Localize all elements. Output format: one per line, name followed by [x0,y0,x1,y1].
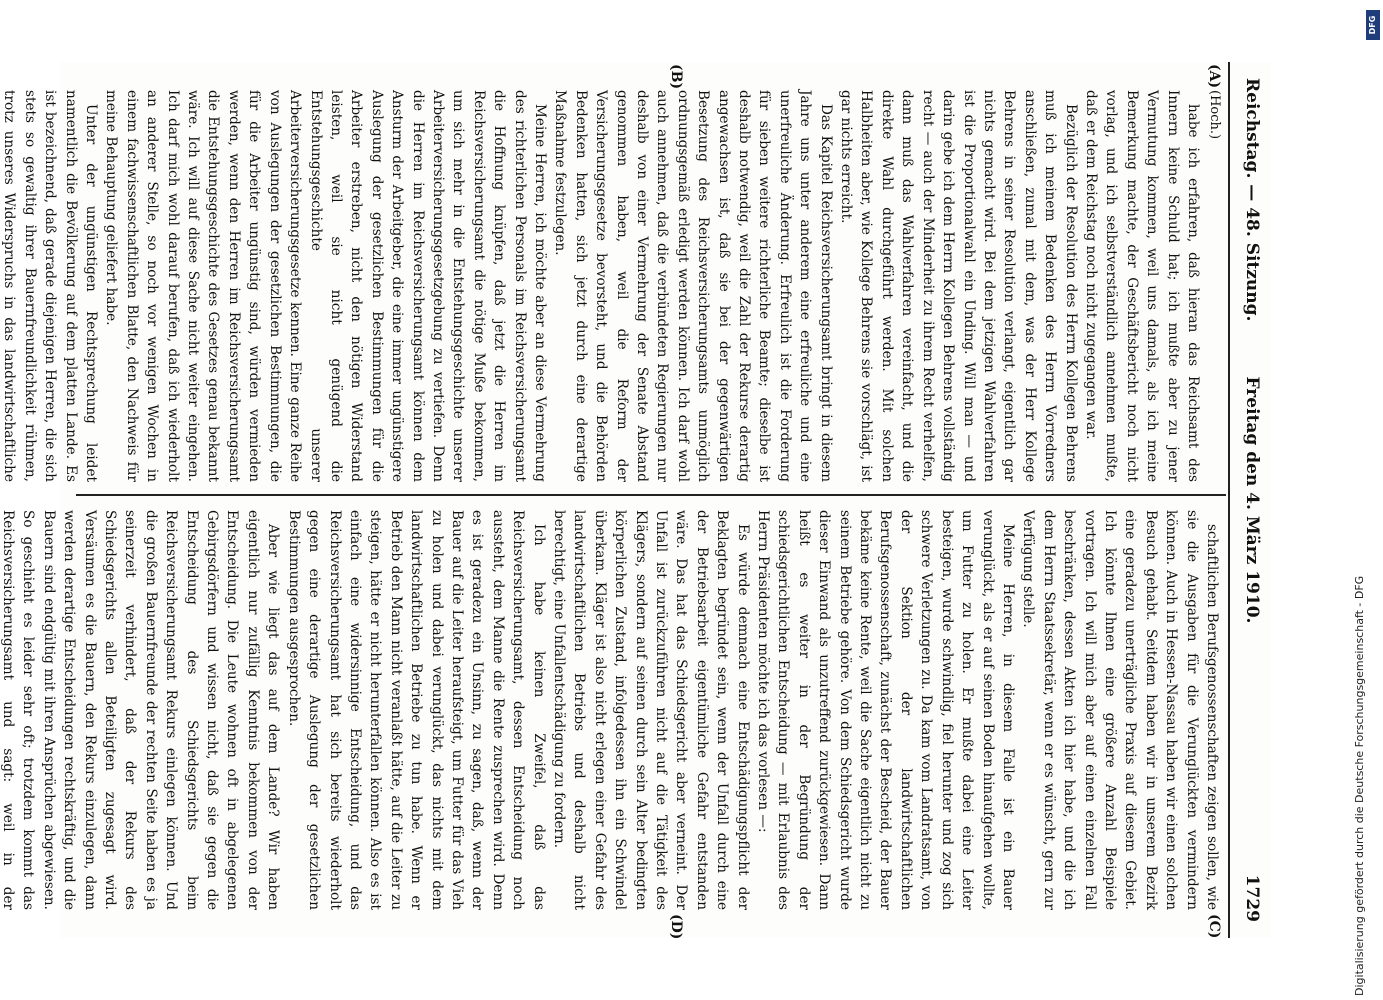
page-header [1228,62,1270,938]
digitization-credit [1346,10,1376,996]
dfg-logo [1366,10,1380,40]
left-text-column [1,90,1222,482]
paragraph: Meine Herren, ich möchte aber an diese Vermehrung des richterlichen Personals im Reichsversicherungsamt die Hoffnung knüpfen, daß jetzt die Herren im Reichsversicherungsamt die nötige Muße bekommen, um sich mehr in die Entstehungsgeschichte unserer Arbeiterversicherungsgesetzgebung zu vertiefen. Denn die Herren im Reichsversicherungsamt können dem Ansturm der Arbeitgeber, die eine immer ungünstigere Auslegung der gesetzlichen Bestimmungen für die Arbeiter erstreben, nicht den nötigen Widerstand leisten, weil sie nicht genügend die Entstehungsgeschichte unserer Arbeiterversicherungsgesetze kennen. Eine ganze Reihe von Auslegungen der gesetzlichen Bestimmungen, die für die Arbeiter ungünstig sind, würden vermieden werden, wenn den Herren im Reichsversicherungsamt die Entstehungsgeschichte des Gesetzes genau bekannt wäre. Ich will auf diese Sache nicht weiter eingehen. Ich darf mich wohl darauf berufen, daß ich wiederholt an anderer Stelle, so noch vor wenigen Wochen in einem fachwissenschaftlichen Blatte, den Nachweis für meine Behauptung geliefert habe. [103,90,548,482]
paragraph: Bezüglich der Resolution des Herrn Kollegen Behrens muß ich meinem Bedenken des Herrn Vorredners anschließen, zumal mit dem, was der Herr Kollege Behrens in seiner Resolution verlangt, eigentlich gar nichts gemacht wird. Bei dem jetzigen Wahlverfahren ist die Proportionalwahl ein Unding. Will man — und darin gebe ich dem Herrn Kollegen Behrens vollständig recht — auch der Minderheit zu ihrem Recht verhelfen, dann muß das Wahlverfahren vereinfacht, und die direkte Wahl durchgeführt werden. Mit solchen Halbheiten aber, wie Kollege Behrens sie vorschlägt, ist gar nichts erreicht. [838,90,1079,482]
paragraph: Aber wie liegt das auf dem Lande? Wir haben eigentlich nur zufällig Kenntnis bekommen von der Entscheidung. Die Leute wohnen oft in abgelegenen Gebirgsdörfern und wissen nicht, daß sie gegen die Entscheidung des Schiedsgerichts beim Reichsversicherungsamt Rekurs einlegen können. Und die großen Bauernfreunde der rechten Seite haben es ja seinerzeit verhindert, daß der Rekurs des Schiedsgerichts allen Beteiligten zugesagt wird. Versäumen es die Bauern, den Rekurs einzulegen, dann werden derartige Entscheidungen rechtskräftig, und die Bauern sind endgültig mit ihren Ansprüchen abgewiesen. So geschieht es leider sehr oft; trotzdem kommt das Reichsversicherungsamt und sagt: weil in der [0,510,282,910]
margin-mark-c: (C) [1206,914,1222,939]
paragraph: Das Kapitel Reichsversicherungsamt bringt in diesem Jahre uns unter anderem eine erfreuliche und eine unerfreuliche Änderung. Erfreulich ist die Forderung für sieben weitere richterliche Beamte; dieselbe ist deshalb notwendig, weil die Zahl der Rekurse derartig angewachsen ist, daß sie bei der gegenwärtigen Besetzung des Reichsversicherungsamts unmöglich ordnungsgemäß erledigt werden können. Ich darf wohl auch annehmen, daß die verbündeten Regierungen nur deshalb von einer Vermehrung der Senate Abstand genommen haben, weil die Reform der Versicherungsgesetze bevorsteht, und die Behörden Bedenken hatten, sich jetzt durch eine derartige Maßnahme festzulegen. [552,90,834,482]
margin-mark-a: (A) [1206,64,1222,89]
header-page-number: 1729 [1242,874,1262,922]
margin-mark-b: (B) [668,64,684,90]
paragraph: Ich habe keinen Zweifel, daß das Reichsversicherungsamt, dessen Entscheidung noch aussteht, dem Manne die Rente zusprechen wird. Denn es ist geradezu ein Unsinn, zu sagen, daß, wenn der Bauer auf die Leiter heraufsteigt, um Futter für das Vieh zu holen und dabei verunglückt, das nichts mit dem landwirtschaftlichen Betriebe zu tun habe. Wenn er Betrieb den Mann nicht veranlaßt hätte, auf die Leiter zu steigen, hätte er nicht herunterfallen können. Also es ist einfach eine widersinnige Entscheidung, und das Reichsversicherungsamt hat sich bereits wiederholt gegen eine derartige Auslegung der gesetzlichen Bestimmungen ausgesprochen. [285,510,547,910]
paragraph: habe ich erfahren, daß hieran das Reichsamt des Innern keine Schuld hat; ich mußte aber zu jener Vermutung kommen, weil uns damals, als ich meine Bemerkung machte, der Geschäftsbericht noch nicht vorlag, und ich selbstverständlich annehmen mußte, daß er dem Reichstag noch nicht zugegangen war. [1082,90,1201,482]
margin-mark-d: (D) [668,914,684,940]
paragraph: Meine Herren, in diesem Falle ist ein Bauer verunglückt, als er auf seinen Boden hinaufgehen wollte, um Futter zu holen. Er mußte dabei eine Leiter besteigen, wurde schwindlig, fiel herunter und zog sich schwere Verletzungen zu. Da kam vom Landratsamt, von der Sektion der landwirtschaftlichen Berufsgenossenschaft, zunächst der Bescheid, der Bauer bekäme keine Rente, weil die Sache eigentlich nicht zu seinem Betriebe gehöre. Von dem Schiedsgericht wurde dieser Einwand als unzutreffend zurückgewiesen. Dann heißt es weiter in der Begründung der schiedsgerichtlichen Entscheidung — mit Erlaubnis des Herrn Präsidenten möchte ich das vorlesen —: [755,510,1016,910]
paragraph: schaftlichen Berufsgenossenschaften zeigen sollen, wie sie die Ausgaben für die Verunglückten vermindern können. Auch in Hessen-Nassau haben wir einen solchen Besuch gehabt. Seitdem haben wir in unserem Bezirk eine geradezu unerträgliche Praxis auf diesem Gebiet. Ich könnte Ihnen eine größere Anzahl Beispiele vortragen. Ich will mich aber auf einen einzelnen Fall beschränken, dessen Akten ich hier habe, und die ich dem Herrn Staatssekretär, wenn er es wünscht, gern zur Verfügung stelle. [1020,510,1220,910]
quoted-paragraph: Es würde demnach eine Entschädigungspflicht der Beklagten begründet sein, wenn der Unfall durch eine der Betriebsarbeit eigentümliche Gefahr entstanden wäre. Das hat das Schiedsgericht aber verneint. Der Unfall ist zurückzuführen nicht auf die Tätigkeit des Klägers, sondern auf seinen durch sein Alter bedingten körperlichen Zustand, infolgedessen ihn ein Schwindel überkam. Kläger ist also nicht erlegen einer Gefahr des landwirtschaftlichen Betriebs und deshalb nicht berechtigt, eine Unfallentschädigung zu fordern. [551,510,751,910]
header-session: Reichstag. — 48. Sitzung. [1242,78,1262,322]
column-divider [76,494,1226,496]
header-date: Freitag den 4. März 1910. [1242,376,1262,624]
rotated-newspaper-page [0,62,1270,940]
speaker-continuation: (Hoch.) [1207,90,1222,140]
dfg-logo-text: DFG [1368,15,1377,35]
right-text-column [0,510,1222,910]
credit-text: Digitalisierung gefördert durch die Deutsche Forschungsgemeinschaft - DFG [1353,575,1366,996]
paragraph: Unter der ungünstigen Rechtsprechung leidet namentlich die Bevölkerung auf dem platten Lande. Es ist bezeichnend, daß gerade diejenigen Herren, die sich stets so gewaltig ihrer Bauernfreundlichkeit rühmen, trotz unseres Widerspruchs in das landwirtschaftliche [1,90,100,482]
